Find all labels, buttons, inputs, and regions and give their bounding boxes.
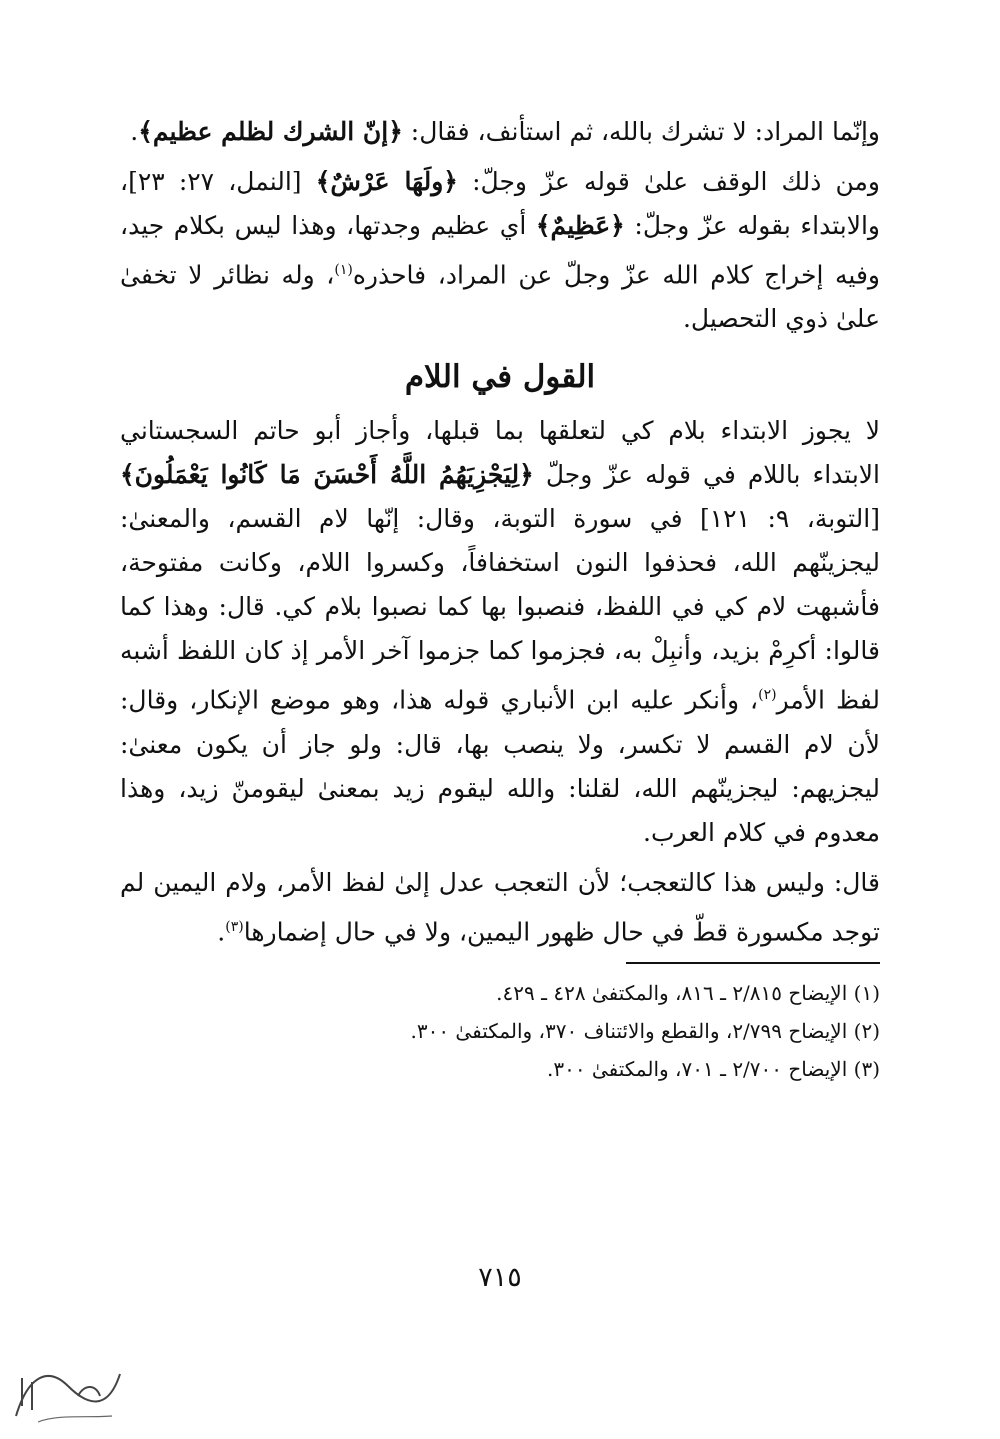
paragraph-text: ، وله نظائر لا تخفىٰ علىٰ ذوي التحصيل. — [120, 260, 880, 334]
paragraph — [120, 409, 880, 854]
paragraph-text: أي عظيم وجدتها، وهذا ليس بكلام جيد، وفيه إخراج كلام الله عزّ وجلّ عن المراد، فاحذره — [120, 211, 880, 290]
paragraph-text: . — [217, 916, 226, 946]
footnotes — [120, 974, 880, 1088]
quran-quote: ﴿لِيَجْزِيَهُمُ اللَّهُ أَحْسَنَ مَا كَانُوا يَعْمَلُونَ﴾ — [120, 460, 534, 490]
section-paragraphs — [120, 409, 880, 954]
section-heading: القول في اللام — [404, 359, 596, 396]
paragraph-text: ، وأنكر عليه ابن الأنباري قوله هذا، وهو موضع الإنكار، وقال: لأن لام القسم لا تكسر، ولا ينصب بها، قال: ولو جاز أن يكون معنىٰ: ليجزيهم: ليجزينّهم الله، لقلنا: والله ليقوم زيد بمعنىٰ ليقومنّ زيد، وهذا معدوم في كلام العرب. — [120, 685, 880, 847]
footnote-separator — [626, 962, 880, 964]
paragraph-text: لا يجوز الابتداء بلام كي لتعلقها بما قبلها، وأجاز أبو حاتم السجستاني الابتداء باللام في قوله عزّ وجلّ — [120, 416, 880, 490]
paragraph — [120, 160, 880, 341]
page-body — [120, 110, 880, 1088]
footnote: (٢) الإيضاح ٢/٧٩٩، والقطع والائتناف ٣٧٠، والمكتفىٰ ٣٠٠. — [410, 1018, 880, 1043]
paragraph-text: وإنّما المراد: لا تشرك بالله، ثم استأنف، فقال: — [402, 117, 880, 146]
paragraph-text: . — [130, 117, 139, 146]
footnote: (٣) الإيضاح ٢/٧٠٠ ـ ٧٠١، والمكتفىٰ ٣٠٠. — [546, 1056, 880, 1081]
quran-quote: ﴿ولَهَا عَرْشٌ﴾ — [315, 167, 458, 196]
paragraph-text: قال: وليس هذا كالتعجب؛ لأن التعجب عدل إلىٰ لفظ الأمر، ولام اليمين لم توجد مكسورة قطّ في حال ظهور اليمين، ولا في حال إضمارها — [120, 867, 880, 946]
footnote-ref: (٣) — [225, 918, 244, 935]
quran-quote: ﴿عَظِيمٌ﴾ — [535, 211, 625, 240]
footnote-ref: (١) — [334, 262, 353, 278]
paragraph-text: [التوبة، ٩: ١٢١] في سورة التوبة، وقال: إنّها لام القسم، والمعنىٰ: ليجزينّهم الله، فحذفوا النون استخفافاً، وكسروا اللام، وكانت مفتوحة، فأشبهت لام كي في اللفظ، فنصبوا بها كما نصبوا بلام كي. قال: وهذا كما قالوا: أكرِمْ بزيد، وأنبِلْ به، فجزموا كما جزموا آخر الأمر إذ كان اللفظ أشبه لفظ الأمر — [120, 504, 880, 715]
page-number: ٧١٥ — [478, 1262, 522, 1293]
quran-quote: ﴿إنّ الشرك لظلم عظيم﴾ — [138, 117, 403, 146]
paragraph — [120, 861, 880, 954]
library-seal-logo — [8, 1356, 128, 1430]
paragraph-text: [النمل، ٢٧: ٢٣]، والابتداء بقوله عزّ وجلّ: — [120, 167, 880, 240]
footnote: (١) الإيضاح ٢/٨١٥ ـ ٨١٦، والمكتفىٰ ٤٢٨ ـ ٤٢٩. — [496, 980, 880, 1005]
paragraph — [120, 110, 880, 154]
footnote-ref: (٢) — [758, 687, 777, 704]
opening-paragraphs — [120, 110, 880, 341]
paragraph-text: ومن ذلك الوقف علىٰ قوله عزّ وجلّ: — [457, 167, 881, 196]
